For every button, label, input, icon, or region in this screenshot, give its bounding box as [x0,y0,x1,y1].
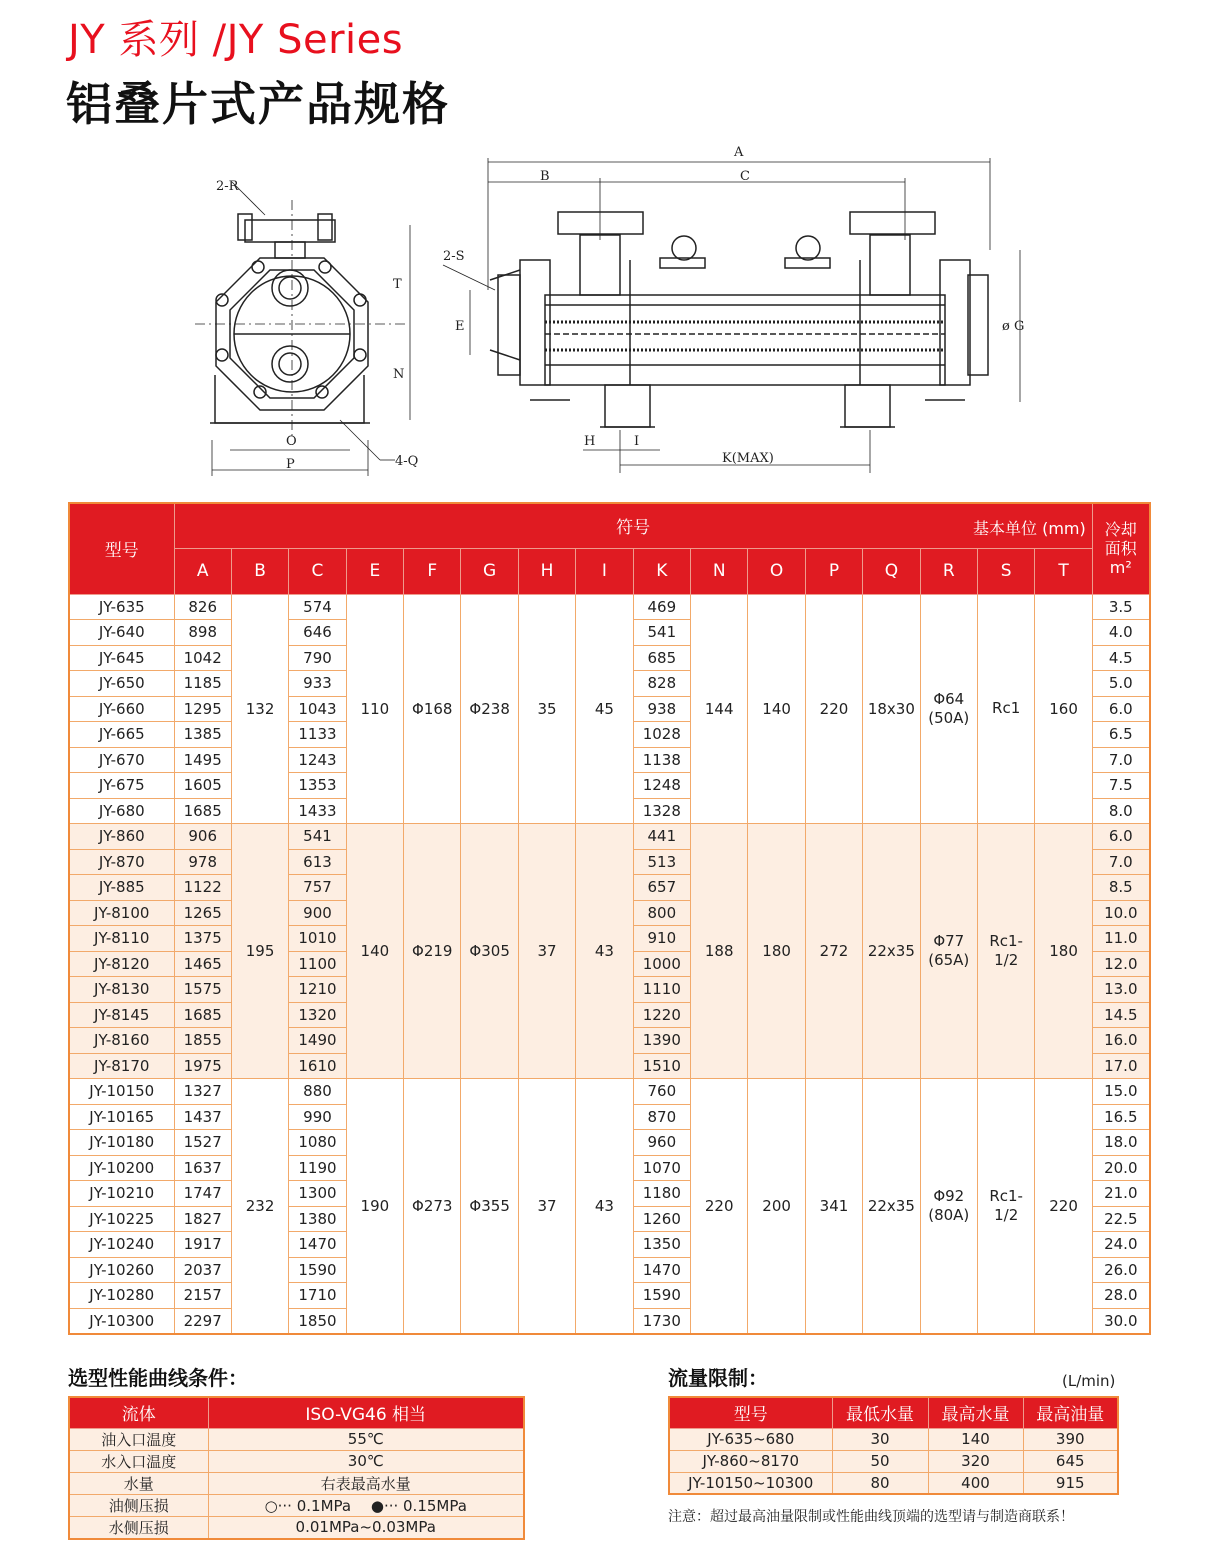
cell-c: 900 [289,900,346,926]
cell-i: 43 [576,1079,633,1334]
cell-e: 190 [346,1079,403,1334]
cell-k: 1138 [633,747,690,773]
table-row [669,1472,1118,1494]
flow-unit: (L/min) [1062,1372,1116,1390]
label-c: C [740,169,750,184]
cell-a: 1917 [174,1232,231,1258]
area-label: 冷却面积 [1104,520,1137,559]
cell-k: 541 [633,620,690,646]
header-letter-n: N [691,548,748,594]
cell-q: 22x35 [863,1079,920,1334]
model-cell: JY-670 [69,747,174,773]
cell-c: 1850 [289,1308,346,1334]
cell-area: 7.0 [1092,747,1150,773]
cell-k: 1220 [633,1002,690,1028]
flow-body [669,1428,1118,1494]
cell-k: 441 [633,824,690,850]
cell-c: 1710 [289,1283,346,1309]
cell-area: 21.0 [1092,1181,1150,1207]
cell-i: 43 [576,824,633,1079]
cell-k: 1000 [633,951,690,977]
cell-p: 272 [805,824,862,1079]
model-cell: JY-10225 [69,1206,174,1232]
cell-a: 1465 [174,951,231,977]
cell-n: 220 [691,1079,748,1334]
model-cell: JY-10280 [69,1283,174,1309]
model-cell: JY-10150 [69,1079,174,1105]
model-cell: JY-640 [69,620,174,646]
cell-area: 22.5 [1092,1206,1150,1232]
cell-b: 132 [231,594,288,824]
table-row [669,1428,1118,1450]
cell-r [920,824,977,1079]
conditions-header-fluid: 流体 [69,1397,208,1428]
cell-a: 1637 [174,1155,231,1181]
cell-p: 341 [805,1079,862,1334]
cell-c: 757 [289,875,346,901]
cell-k: 870 [633,1104,690,1130]
drawing-svg [0,140,1231,485]
cell-c: 1590 [289,1257,346,1283]
model-cell: JY-10240 [69,1232,174,1258]
label-e: E [455,319,465,334]
table-row [69,1450,524,1472]
table-row [69,594,1150,620]
cell-a: 826 [174,594,231,620]
cell-k: 685 [633,645,690,671]
cell-k: 828 [633,671,690,697]
conditions-label: 水入口温度 [69,1450,208,1472]
table-row [69,1494,524,1516]
cell-a: 1685 [174,1002,231,1028]
header-letter-t: T [1035,548,1092,594]
cell-k: 1590 [633,1283,690,1309]
flow-cell: JY-860~8170 [669,1450,832,1472]
flow-cell: JY-10150~10300 [669,1472,832,1494]
cell-a: 1185 [174,671,231,697]
flow-header-max-water: 最高水量 [928,1397,1023,1428]
flow-header-model: 型号 [669,1397,832,1428]
label-4q: 4-Q [395,454,419,469]
model-cell: JY-870 [69,849,174,875]
cell-a: 1327 [174,1079,231,1105]
model-cell: JY-860 [69,824,174,850]
cell-a: 906 [174,824,231,850]
conditions-value: ○··· 0.1MPa ●··· 0.15MPa [208,1494,524,1516]
cell-a: 1042 [174,645,231,671]
cell-c: 1470 [289,1232,346,1258]
flow-cell: 30 [832,1428,928,1450]
cell-c: 1243 [289,747,346,773]
cell-k: 1248 [633,773,690,799]
cell-t: 220 [1035,1079,1092,1334]
cell-k: 1470 [633,1257,690,1283]
symbol-label: 符号 [616,518,651,539]
spec-table [68,502,1151,1335]
conditions-value: 0.01MPa~0.03MPa [208,1516,524,1539]
cell-k: 513 [633,849,690,875]
cell-n: 188 [691,824,748,1079]
cell-g: Φ238 [461,594,518,824]
cell-t: 180 [1035,824,1092,1079]
cell-c: 1380 [289,1206,346,1232]
label-o: O [286,434,297,449]
flow-header-max-oil: 最高油量 [1023,1397,1118,1428]
cell-a: 1385 [174,722,231,748]
spec-body [69,594,1150,1334]
cell-c: 1433 [289,798,346,824]
cell-f: Φ219 [404,824,461,1079]
model-cell: JY-8160 [69,1028,174,1054]
cell-area: 26.0 [1092,1257,1150,1283]
cell-s-line1: Rc1- [989,1186,1023,1205]
cell-c: 1133 [289,722,346,748]
cell-c: 1320 [289,1002,346,1028]
cell-area: 5.0 [1092,671,1150,697]
cell-area: 14.5 [1092,1002,1150,1028]
cell-area: 7.5 [1092,773,1150,799]
cell-c: 646 [289,620,346,646]
cell-k: 1028 [633,722,690,748]
conditions-value: 55℃ [208,1428,524,1450]
cell-a: 898 [174,620,231,646]
header-symbol [174,503,1092,548]
table-row [69,824,1150,850]
cell-area: 4.5 [1092,645,1150,671]
cell-k: 938 [633,696,690,722]
cell-c: 990 [289,1104,346,1130]
unit-label: 基本单位 (mm) [973,519,1086,538]
flow-table [668,1396,1119,1495]
conditions-label: 水量 [69,1472,208,1494]
cell-a: 1575 [174,977,231,1003]
model-cell: JY-10210 [69,1181,174,1207]
page-title: 铝叠片式产品规格 [66,77,450,131]
model-cell: JY-645 [69,645,174,671]
cell-c: 1490 [289,1028,346,1054]
cell-a: 2297 [174,1308,231,1334]
cell-b: 232 [231,1079,288,1334]
cell-r-line2: (50A) [928,708,970,727]
model-cell: JY-8120 [69,951,174,977]
cell-area: 17.0 [1092,1053,1150,1079]
cell-a: 2037 [174,1257,231,1283]
cell-a: 1975 [174,1053,231,1079]
conditions-header-oil: ISO-VG46 相当 [208,1397,524,1428]
cell-r-line1: Φ64 [933,689,965,708]
area-unit: m² [1109,558,1132,578]
cell-r [920,594,977,824]
cell-a: 2157 [174,1283,231,1309]
cell-a: 1605 [174,773,231,799]
cell-c: 1210 [289,977,346,1003]
cell-c: 1010 [289,926,346,952]
cell-c: 541 [289,824,346,850]
cell-s [977,594,1034,824]
cell-c: 1610 [289,1053,346,1079]
table-row [69,1079,1150,1105]
technical-drawing [0,140,1231,485]
flow-cell: 80 [832,1472,928,1494]
cell-area: 6.0 [1092,824,1150,850]
cell-a: 1527 [174,1130,231,1156]
cell-a: 1265 [174,900,231,926]
cell-g: Φ305 [461,824,518,1079]
cell-h: 35 [518,594,575,824]
label-2r: 2-R [216,179,239,194]
cell-o: 140 [748,594,805,824]
model-cell: JY-10165 [69,1104,174,1130]
header-letter-i: I [576,548,633,594]
model-cell: JY-650 [69,671,174,697]
cell-c: 880 [289,1079,346,1105]
conditions-value: 30℃ [208,1450,524,1472]
model-cell: JY-10180 [69,1130,174,1156]
label-k: K(MAX) [722,451,774,466]
label-2s: 2-S [443,249,465,264]
conditions-title: 选型性能曲线条件： [68,1366,248,1390]
header-letter-c: C [289,548,346,594]
flow-header-min-water: 最低水量 [832,1397,928,1428]
cell-s [977,824,1034,1079]
cell-c: 1100 [289,951,346,977]
header-model: 型号 [69,503,174,594]
model-cell: JY-660 [69,696,174,722]
cell-s-line1: Rc1- [989,932,1023,950]
header-letter-f: F [404,548,461,594]
cell-area: 10.0 [1092,900,1150,926]
header-letter-h: H [518,548,575,594]
cell-c: 574 [289,594,346,620]
cell-s-line2: 1/2 [994,951,1019,969]
label-t: T [393,277,402,292]
cell-k: 1328 [633,798,690,824]
cell-t: 160 [1035,594,1092,824]
flow-note: 注意：超过最高油量限制或性能曲线顶端的选型请与制造商联系！ [668,1509,1074,1525]
model-cell: JY-8100 [69,900,174,926]
cell-a: 1122 [174,875,231,901]
cell-c: 1300 [289,1181,346,1207]
model-cell: JY-675 [69,773,174,799]
cell-h: 37 [518,824,575,1079]
cell-s-line1: Rc1 [992,699,1021,718]
cell-i: 45 [576,594,633,824]
header-letter-a: A [174,548,231,594]
cell-f: Φ273 [404,1079,461,1334]
cell-area: 28.0 [1092,1283,1150,1309]
cell-area: 30.0 [1092,1308,1150,1334]
cell-area: 15.0 [1092,1079,1150,1105]
conditions-label: 油侧压损 [69,1494,208,1516]
model-cell: JY-665 [69,722,174,748]
cell-area: 11.0 [1092,926,1150,952]
cell-k: 1110 [633,977,690,1003]
model-cell: JY-680 [69,798,174,824]
cell-k: 960 [633,1130,690,1156]
conditions-label: 水侧压损 [69,1516,208,1539]
cell-f: Φ168 [404,594,461,824]
flow-cell: 320 [928,1450,1023,1472]
cell-c: 1043 [289,696,346,722]
label-g: ø G [1002,319,1025,334]
cell-area: 8.0 [1092,798,1150,824]
cell-k: 1730 [633,1308,690,1334]
cell-area: 12.0 [1092,951,1150,977]
header-letter-e: E [346,548,403,594]
cell-k: 1390 [633,1028,690,1054]
cell-area: 18.0 [1092,1130,1150,1156]
flow-cell: 400 [928,1472,1023,1494]
cell-e: 110 [346,594,403,824]
header-cooling-area [1092,503,1150,594]
cell-area: 16.5 [1092,1104,1150,1130]
label-b: B [540,169,550,184]
header-letter-k: K [633,548,690,594]
flow-title: 流量限制： [668,1366,768,1390]
cell-a: 1747 [174,1181,231,1207]
cell-area: 24.0 [1092,1232,1150,1258]
header-letter-g: G [461,548,518,594]
cell-area: 20.0 [1092,1155,1150,1181]
cell-b: 195 [231,824,288,1079]
model-cell: JY-8130 [69,977,174,1003]
cell-r-line2: (80A) [928,1205,970,1224]
cell-g: Φ355 [461,1079,518,1334]
cell-s-line2: 1/2 [994,1205,1019,1224]
label-h: H [584,434,596,449]
cell-a: 1855 [174,1028,231,1054]
series-title: JY 系列 /JY Series [68,17,404,63]
cell-area: 6.0 [1092,696,1150,722]
label-i: I [634,434,640,449]
cell-k: 1070 [633,1155,690,1181]
cell-c: 933 [289,671,346,697]
cell-s [977,1079,1034,1334]
cell-area: 3.5 [1092,594,1150,620]
model-cell: JY-885 [69,875,174,901]
label-n: N [393,367,405,382]
cell-k: 1260 [633,1206,690,1232]
label-p: P [286,457,295,472]
table-row [69,1516,524,1539]
cell-c: 613 [289,849,346,875]
cell-area: 4.0 [1092,620,1150,646]
cell-area: 6.5 [1092,722,1150,748]
cell-r-line1: Φ77 [933,932,965,950]
letter-header-row [69,548,1150,594]
flow-cell: 390 [1023,1428,1118,1450]
model-cell: JY-8110 [69,926,174,952]
conditions-label: 油入口温度 [69,1428,208,1450]
model-cell: JY-8170 [69,1053,174,1079]
cell-area: 8.5 [1092,875,1150,901]
flow-cell: 50 [832,1450,928,1472]
flow-cell: JY-635~680 [669,1428,832,1450]
cell-o: 180 [748,824,805,1079]
cell-c: 1353 [289,773,346,799]
conditions-value: 右表最高水量 [208,1472,524,1494]
flow-cell: 645 [1023,1450,1118,1472]
cell-a: 1375 [174,926,231,952]
cell-a: 1437 [174,1104,231,1130]
conditions-table [68,1396,525,1540]
header-letter-s: S [977,548,1034,594]
model-cell: JY-10300 [69,1308,174,1334]
table-row [669,1450,1118,1472]
cell-k: 1180 [633,1181,690,1207]
cell-a: 1827 [174,1206,231,1232]
header-letter-q: Q [863,548,920,594]
table-row [69,1428,524,1450]
cell-o: 200 [748,1079,805,1334]
cell-k: 800 [633,900,690,926]
header-letter-o: O [748,548,805,594]
cell-area: 13.0 [1092,977,1150,1003]
cell-area: 16.0 [1092,1028,1150,1054]
model-cell: JY-10260 [69,1257,174,1283]
header-letter-r: R [920,548,977,594]
cell-r [920,1079,977,1334]
cell-r-line1: Φ92 [933,1186,965,1205]
flow-cell: 915 [1023,1472,1118,1494]
flow-cell: 140 [928,1428,1023,1450]
conditions-body [69,1428,524,1539]
cell-n: 144 [691,594,748,824]
cell-r-line2: (65A) [928,951,970,969]
cell-k: 910 [633,926,690,952]
cell-a: 978 [174,849,231,875]
cell-c: 1080 [289,1130,346,1156]
cell-area: 7.0 [1092,849,1150,875]
cell-q: 18x30 [863,594,920,824]
model-cell: JY-10200 [69,1155,174,1181]
label-a: A [734,145,744,160]
cell-k: 760 [633,1079,690,1105]
cell-q: 22x35 [863,824,920,1079]
table-row [69,1472,524,1494]
cell-k: 469 [633,594,690,620]
cell-k: 657 [633,875,690,901]
header-letter-b: B [231,548,288,594]
cell-p: 220 [805,594,862,824]
model-cell: JY-8145 [69,1002,174,1028]
cell-h: 37 [518,1079,575,1334]
cell-k: 1510 [633,1053,690,1079]
header-letter-p: P [805,548,862,594]
cell-c: 790 [289,645,346,671]
cell-a: 1685 [174,798,231,824]
model-cell: JY-635 [69,594,174,620]
cell-a: 1295 [174,696,231,722]
spec-table-wrapper [68,502,1149,1335]
cell-a: 1495 [174,747,231,773]
cell-e: 140 [346,824,403,1079]
cell-c: 1190 [289,1155,346,1181]
cell-k: 1350 [633,1232,690,1258]
